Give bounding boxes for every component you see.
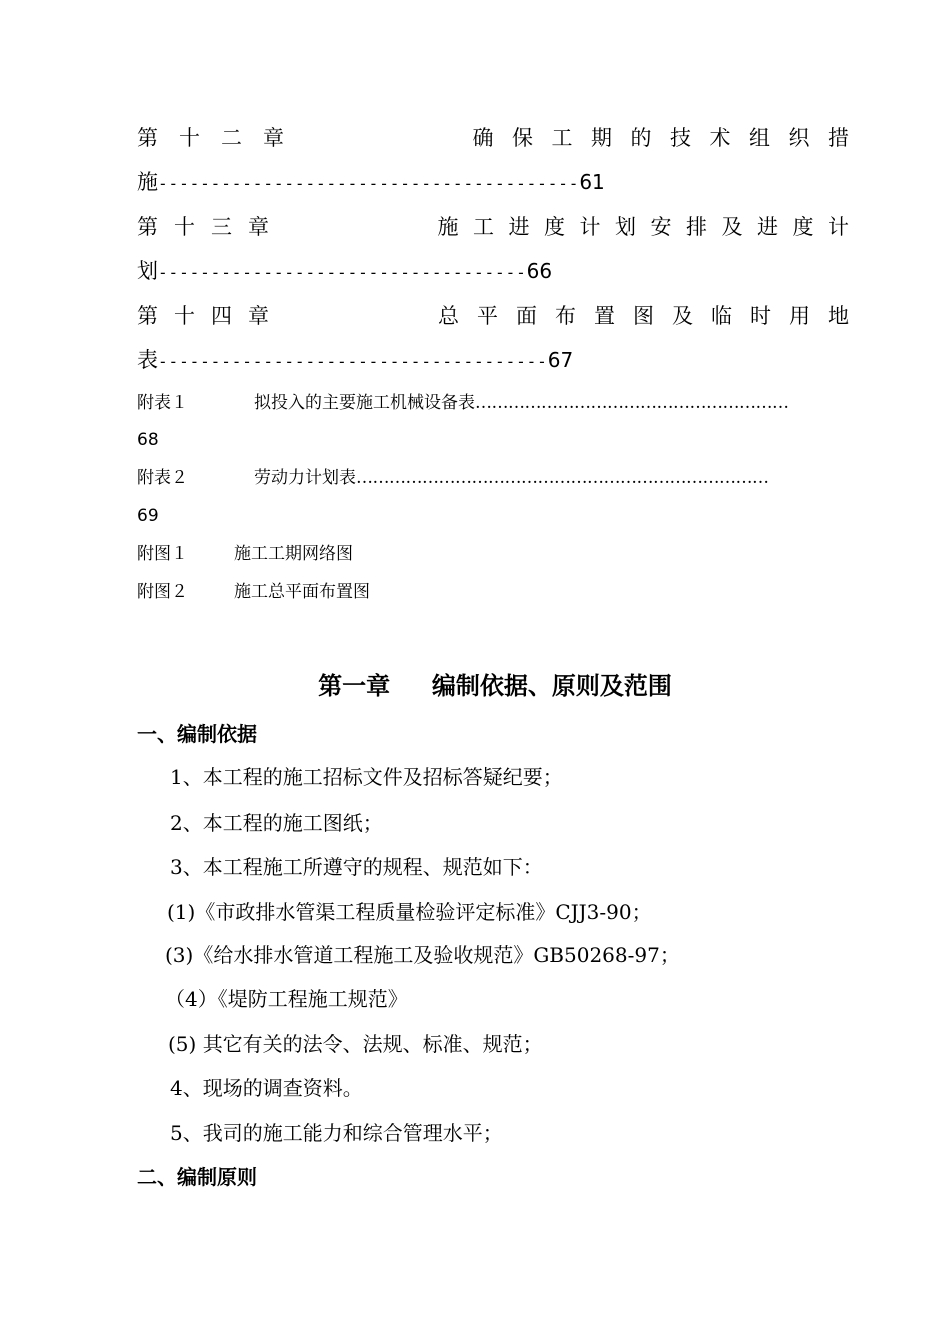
page-number: 66 bbox=[526, 259, 553, 283]
basis-item-1: 1、本工程的施工招标文件及招标答疑纪要； bbox=[170, 765, 563, 789]
page-number: 61 bbox=[579, 170, 605, 194]
toc-chapter-13[interactable] bbox=[137, 212, 849, 242]
toc-ch14-left: 第 十 四 章 bbox=[137, 304, 269, 328]
basis-item-4: 4、现场的调查资料。 bbox=[170, 1076, 363, 1100]
leader-dashes: ---------------------------------------- bbox=[158, 174, 580, 193]
standard-item-3: (3)《给水排水管道工程施工及验收规范》GB50268-97； bbox=[165, 943, 680, 967]
section-heading-principles: 二、编制原则 bbox=[137, 1165, 257, 1189]
toc-appendix-figure-1[interactable]: 附图１ 施工工期网络图 bbox=[137, 544, 353, 564]
toc-appendix-table-1[interactable]: 附表１ 拟投入的主要施工机械设备表………………………………………………… bbox=[137, 393, 789, 413]
toc-chapter-14[interactable] bbox=[137, 301, 849, 331]
toc-ch12-right: 确 保 工 期 的 技 术 组 织 措 bbox=[472, 126, 849, 150]
leader-dots: ………………………………………………………………… bbox=[356, 468, 769, 488]
toc-chapter-13-continuation: 划-----------------------------------66 bbox=[137, 259, 553, 283]
standard-item-5: (5) 其它有关的法令、法规、标准、规范； bbox=[168, 1032, 543, 1056]
section-heading-basis: 一、编制依据 bbox=[137, 722, 257, 746]
leader-dashes: ------------------------------------- bbox=[158, 352, 548, 371]
toc-ch13-left: 第 十 三 章 bbox=[137, 215, 269, 239]
chapter-title: 第一章 编制依据、原则及范围 bbox=[318, 672, 672, 700]
toc-chapter-12[interactable] bbox=[137, 123, 849, 153]
leader-dashes: ----------------------------------- bbox=[158, 263, 527, 282]
toc-appendix-table-2[interactable]: 附表２ 劳动力计划表………………………………………………………………… bbox=[137, 468, 769, 488]
page-number: 68 bbox=[137, 430, 159, 450]
basis-item-2: 2、本工程的施工图纸； bbox=[170, 811, 383, 835]
page-number: 69 bbox=[137, 506, 159, 526]
toc-chapter-14-continuation: 表-------------------------------------67 bbox=[137, 348, 574, 372]
toc-chapter-12-continuation: 施----------------------------------------61 bbox=[137, 170, 605, 194]
standard-item-1: (1)《市政排水管渠工程质量检验评定标准》CJJ3-90； bbox=[167, 900, 652, 924]
leader-dots: ………………………………………………… bbox=[475, 393, 789, 413]
toc-ch13-right: 施 工 进 度 计 划 安 排 及 进 度 计 bbox=[437, 215, 849, 239]
standard-item-4: （4）《堤防工程施工规范》 bbox=[165, 987, 408, 1011]
basis-item-3: 3、本工程施工所遵守的规程、规范如下： bbox=[170, 855, 543, 879]
page-number: 67 bbox=[547, 348, 574, 372]
toc-appendix-figure-2[interactable]: 附图２ 施工总平面布置图 bbox=[137, 582, 370, 602]
toc-ch14-right: 总 平 面 布 置 图 及 临 时 用 地 bbox=[438, 304, 849, 328]
basis-item-5: 5、我司的施工能力和综合管理水平； bbox=[170, 1121, 503, 1145]
toc-ch12-left: 第 十 二 章 bbox=[137, 126, 284, 150]
